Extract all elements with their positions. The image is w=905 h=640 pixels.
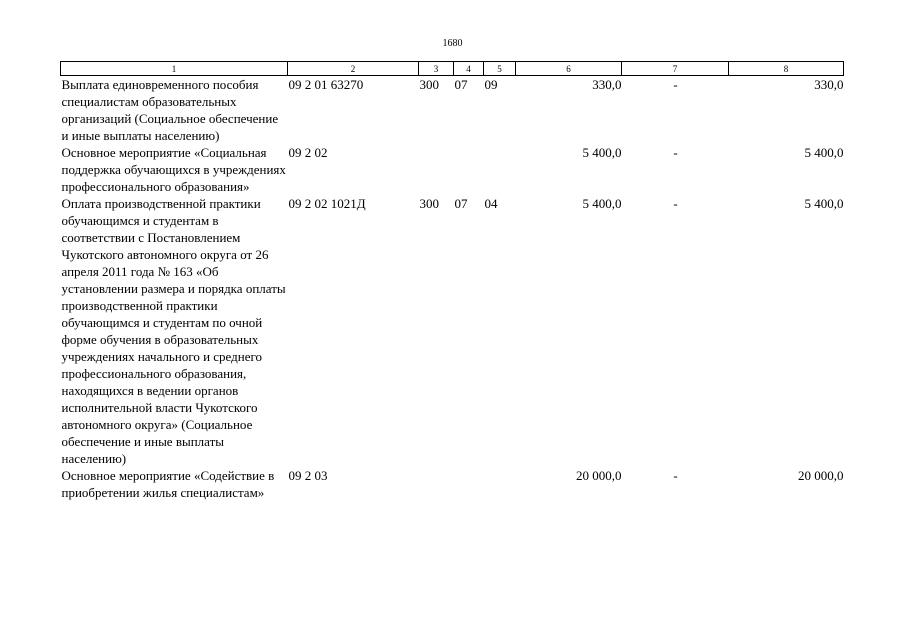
column-header-8: 8 [729, 62, 844, 76]
column-header-7: 7 [622, 62, 729, 76]
section-code [454, 467, 484, 501]
subsection-code [484, 467, 516, 501]
column-header-5: 5 [484, 62, 516, 76]
column-header-2: 2 [288, 62, 419, 76]
table-body [61, 76, 844, 502]
amount-col7: - [673, 145, 678, 160]
subsection-code: 04 [484, 196, 498, 211]
target-code: 09 2 02 1021Д [288, 196, 366, 211]
amount-col6: 5 400,0 [582, 196, 622, 211]
target-code: 09 2 02 [288, 145, 328, 160]
amount-col6: 20 000,0 [576, 468, 622, 483]
table-row [61, 467, 844, 501]
item-name: Выплата единовременного пособия специалистам образовательных организаций (Социальное обеспечение и иные выплаты населению) [61, 77, 279, 143]
subsection-code: 09 [484, 77, 498, 92]
amount-col8: 20 000,0 [798, 468, 844, 483]
subsection-code [484, 144, 516, 195]
item-name: Основное мероприятие «Социальная поддержка обучающихся в учреждениях профессионального образования» [61, 145, 286, 194]
amount-col7: - [673, 468, 678, 483]
table-row [61, 144, 844, 195]
column-header-1: 1 [61, 62, 288, 76]
page-number: 1680 [442, 38, 463, 49]
target-code: 09 2 01 63270 [288, 77, 364, 92]
table-row [61, 195, 844, 467]
expense-type: 300 [419, 77, 439, 92]
section-code [454, 144, 484, 195]
section-code: 07 [454, 196, 468, 211]
amount-col8: 5 400,0 [804, 196, 844, 211]
expense-type: 300 [419, 196, 439, 211]
expense-type [419, 144, 454, 195]
expense-type [419, 467, 454, 501]
target-code: 09 2 03 [288, 468, 328, 483]
amount-col7: - [673, 77, 678, 92]
item-name: Основное мероприятие «Содействие в приобретении жилья специалистам» [61, 468, 275, 500]
column-header-6: 6 [516, 62, 622, 76]
budget-table [60, 61, 844, 501]
amount-col7: - [673, 196, 678, 211]
amount-col6: 330,0 [592, 77, 622, 92]
column-number-row [61, 62, 844, 76]
item-name: Оплата производственной практики обучающимся и студентам в соответствии с Постановлением Чукотского автономного округа от 26 апреля 2011 года № 163 «Об установлении размера и порядка оплаты производственной практики обучающимся и студентам по очной форме обучения в образовательных учреждениях начального и среднего профессионального образования, находящихся в ведении органов исполнительной власти Чукотского автономного округа» (Социальное обеспечение и иные выплаты населению) [61, 196, 286, 466]
table-row [61, 76, 844, 145]
amount-col8: 5 400,0 [804, 145, 844, 160]
amount-col6: 5 400,0 [582, 145, 622, 160]
section-code: 07 [454, 77, 468, 92]
column-header-3: 3 [419, 62, 454, 76]
amount-col8: 330,0 [814, 77, 844, 92]
table-header [61, 62, 844, 76]
column-header-4: 4 [454, 62, 484, 76]
